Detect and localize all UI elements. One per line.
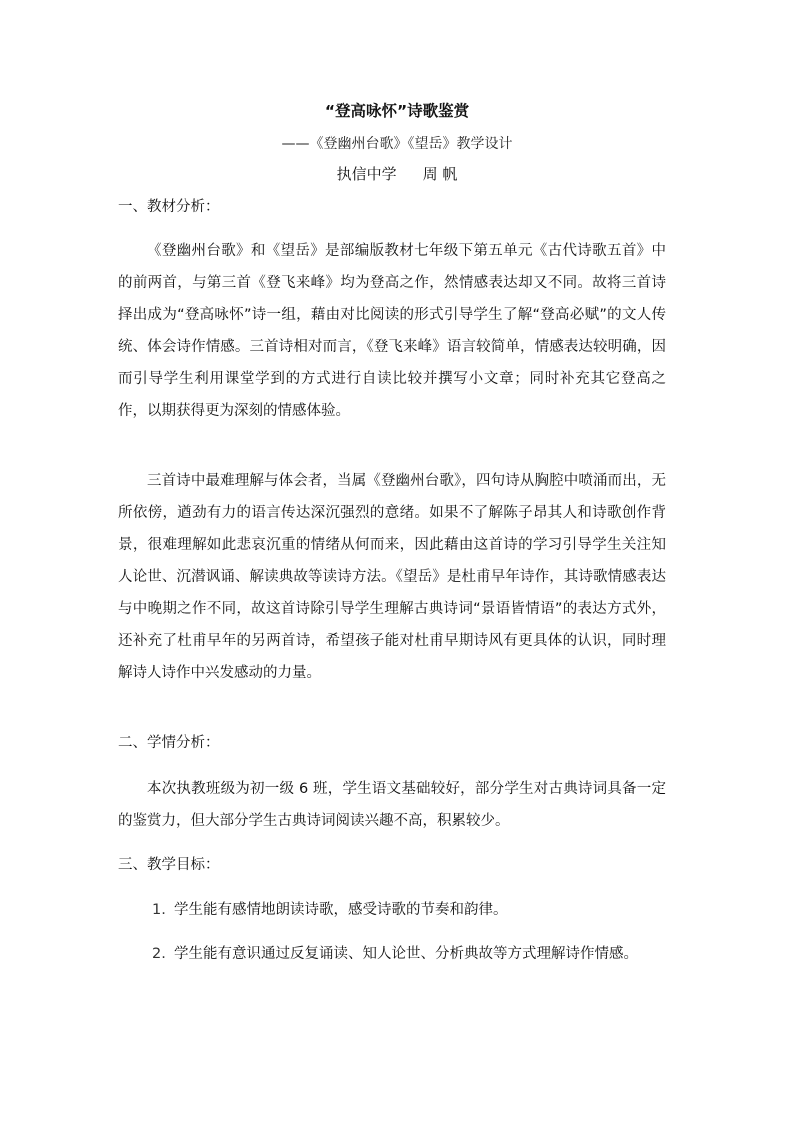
goal-item-number: 2. <box>152 946 166 962</box>
author-line <box>0 163 794 185</box>
goal-item-text: 学生能有意识通过反复诵读、知人论世、分析典故等方式理解诗作情感。 <box>174 946 638 962</box>
goal-item <box>118 938 666 970</box>
goal-item-text: 学生能有感情地朗读诗歌，感受诗歌的节奏和韵律。 <box>174 902 508 918</box>
paragraph-student-analysis: 本次执教班级为初一级 6 班，学生语文基础较好，部分学生对古典诗词具备一定的鉴赏力，但大部分学生古典诗词阅读兴趣不高，积累较少。 <box>118 781 666 829</box>
goal-item <box>118 894 666 926</box>
document-subtitle: ——《登幽州台歌》《望岳》教学设计 <box>281 136 513 152</box>
author-name: 周 帆 <box>422 165 458 183</box>
section-heading-textbook-analysis: 一、教材分析： <box>118 199 220 215</box>
paragraph-textbook-analysis-1: 《登幽州台歌》和《望岳》是部编版教材七年级下第五单元《古代诗歌五首》中的前两首，与第三首《登飞来峰》均为登高之作，然情感表达却又不同。故将三首诗择出成为“登高咏怀”诗一组，藉由对比阅读的形式引导学生了解“登高必赋”的文人传统、体会诗作情感。三首诗相对而言，《登飞来峰》语言较简单，情感表达较明确，因而引导学生利用课堂学到的方式进行自读比较并撰写小文章；同时补充其它登高之作，以期获得更为深刻的情感体验。 <box>118 243 666 419</box>
section-heading-student-analysis: 二、学情分析： <box>118 735 220 751</box>
goal-item-number: 1. <box>152 902 166 918</box>
author-school: 执信中学 <box>336 165 397 183</box>
document-title: “登高咏怀”诗歌鉴赏 <box>324 102 470 120</box>
paragraph-textbook-analysis-2: 三首诗中最难理解与体会者，当属《登幽州台歌》，四句诗从胸腔中喷涌而出，无所依傍，遒劲有力的语言传达深沉强烈的意绪。如果不了解陈子昂其人和诗歌创作背景，很难理解如此悲哀沉重的情绪从何而来，因此藉由这首诗的学习引导学生关注知人论世、沉潜讽诵、解读典故等读诗方法。《望岳》是杜甫早年诗作，其诗歌情感表达与中晚期之作不同，故这首诗除引导学生理解古典诗词“景语皆情语”的表达方式外，还补充了杜甫早年的另两首诗，希望孩子能对杜甫早期诗风有更具体的认识，同时理解诗人诗作中兴发感动的力量。 <box>118 473 666 681</box>
section-heading-teaching-goals: 三、教学目标： <box>118 857 220 873</box>
